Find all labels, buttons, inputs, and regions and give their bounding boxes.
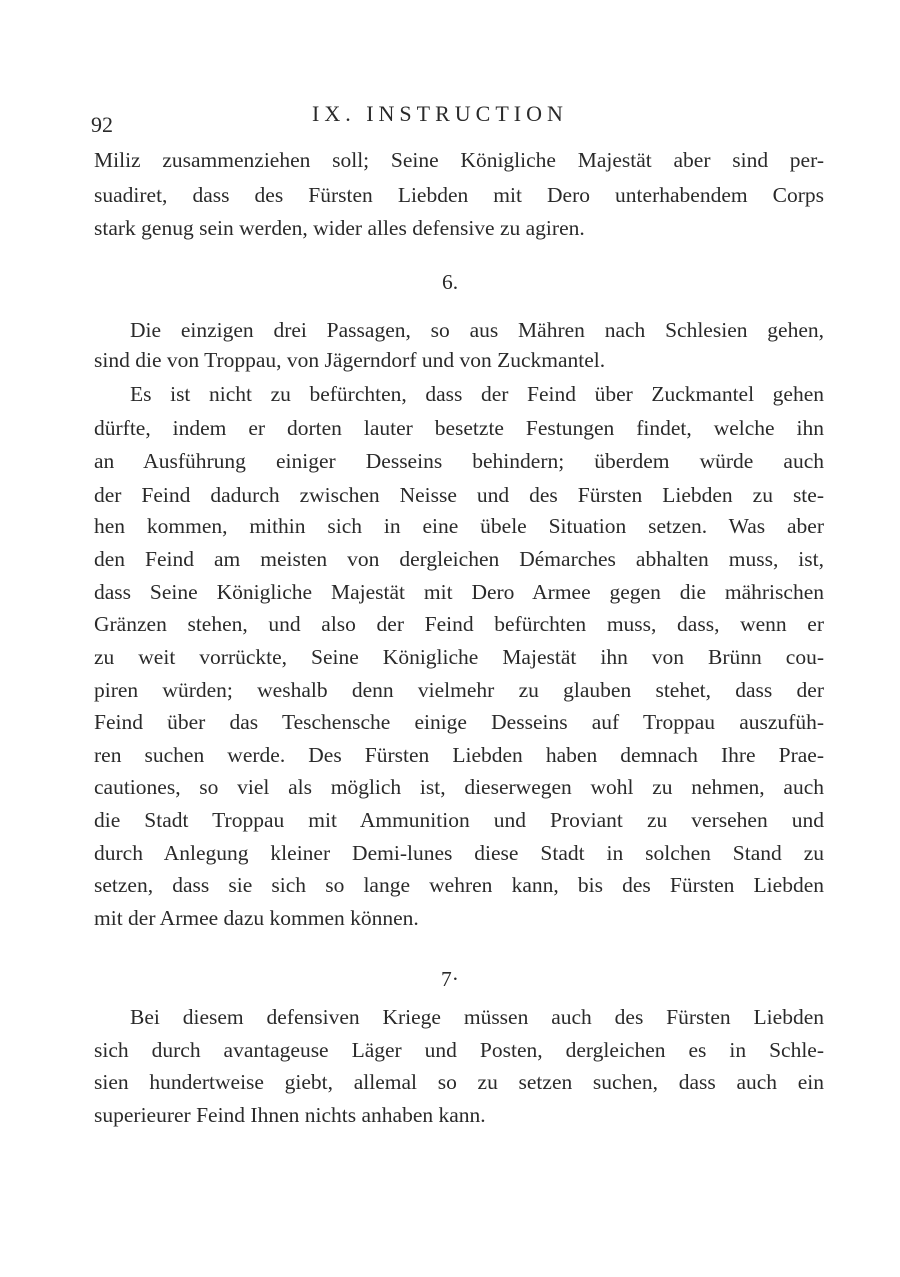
text-line: superieurer Feind Ihnen nichts anhaben kann. <box>94 1103 486 1127</box>
text-line: Die einzigen drei Passagen, so aus Mähren nach Schlesien gehen, <box>130 318 824 342</box>
text-line: stark genug sein werden, wider alles defensive zu agiren. <box>94 216 585 240</box>
section-6-number: 6. <box>441 270 459 294</box>
text-line: setzen, dass sie sich so lange wehren kann, bis des Fürsten Liebden <box>94 873 824 897</box>
text-line: hen kommen, mithin sich in eine übele Situation setzen. Was aber <box>94 514 824 538</box>
text-line: Feind über das Teschensche einige Desseins auf Troppau auszufüh- <box>94 710 824 734</box>
text-line: durch Anlegung kleiner Demi-lunes diese Stadt in solchen Stand zu <box>94 841 824 865</box>
text-line: sich durch avantageuse Läger und Posten, dergleichen es in Schle- <box>94 1038 824 1062</box>
text-line: sind die von Troppau, von Jägerndorf und von Zuckmantel. <box>94 348 606 372</box>
text-line: Gränzen stehen, und also der Feind befürchten muss, dass, wenn er <box>94 612 824 636</box>
text-line: den Feind am meisten von dergleichen Démarches abhalten muss, ist, <box>94 547 824 571</box>
text-line: an Ausführung einiger Desseins behindern; überdem würde auch <box>94 449 824 473</box>
running-head: IX. INSTRUCTION <box>312 101 568 126</box>
text-line: cautiones, so viel als möglich ist, dieserwegen wohl zu nehmen, auch <box>94 775 824 799</box>
text-line: dass Seine Königliche Majestät mit Dero Armee gegen die mährischen <box>94 580 824 604</box>
text-line: sien hundertweise giebt, allemal so zu setzen suchen, dass auch ein <box>94 1070 824 1094</box>
text-line: zu weit vorrückte, Seine Königliche Majestät ihn von Brünn cou- <box>94 645 824 669</box>
section-7-number: 7· <box>441 967 459 991</box>
text-line: Miliz zusammenziehen soll; Seine Königliche Majestät aber sind per- <box>94 148 824 172</box>
text-line: Es ist nicht zu befürchten, dass der Feind über Zuckmantel gehen <box>130 382 824 406</box>
text-line: dürfte, indem er dorten lauter besetzte Festungen findet, welche ihn <box>94 416 824 440</box>
text-line: mit der Armee dazu kommen können. <box>94 906 419 930</box>
text-line: die Stadt Troppau mit Ammunition und Proviant zu versehen und <box>94 808 824 832</box>
text-line: der Feind dadurch zwischen Neisse und des Fürsten Liebden zu ste- <box>94 483 824 507</box>
text-line: ren suchen werde. Des Fürsten Liebden haben demnach Ihre Prae- <box>94 743 824 767</box>
text-line: suadiret, dass des Fürsten Liebden mit Dero unterhabendem Corps <box>94 183 824 207</box>
text-line: piren würden; weshalb denn vielmehr zu glauben stehet, dass der <box>94 678 824 702</box>
text-line: Bei diesem defensiven Kriege müssen auch des Fürsten Liebden <box>130 1005 824 1029</box>
page-number: 92 <box>91 112 113 137</box>
